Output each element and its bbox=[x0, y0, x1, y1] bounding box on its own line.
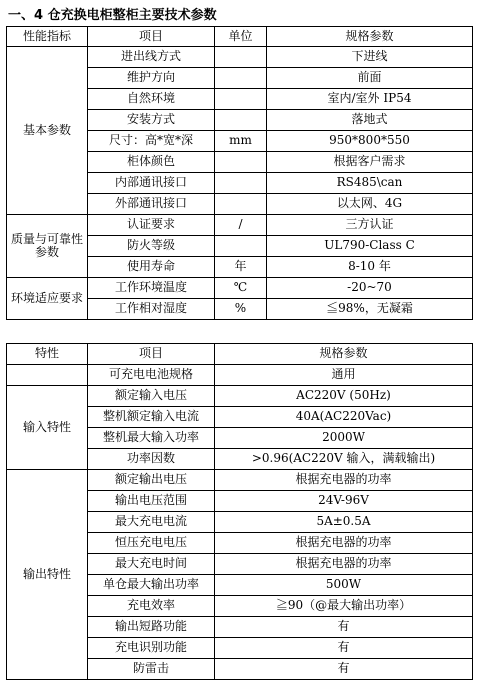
unit-cell bbox=[215, 194, 267, 215]
spec-cell: 有 bbox=[215, 617, 473, 638]
spec-cell: -20~70 bbox=[267, 278, 473, 299]
column-header: 特性 bbox=[7, 344, 88, 365]
spec-cell: ≧90（@最大输出功率） bbox=[215, 596, 473, 617]
table-row bbox=[7, 215, 473, 236]
column-header: 项目 bbox=[88, 344, 215, 365]
unit-cell bbox=[215, 47, 267, 68]
unit-cell: 年 bbox=[215, 257, 267, 278]
spec-cell: 8-10 年 bbox=[267, 257, 473, 278]
item-cell: 额定输入电压 bbox=[88, 386, 215, 407]
item-cell: 防雷击 bbox=[88, 659, 215, 680]
spec-cell: 根据客户需求 bbox=[267, 152, 473, 173]
item-cell: 输出短路功能 bbox=[88, 617, 215, 638]
item-cell: 柜体颜色 bbox=[88, 152, 215, 173]
category-cell: 环境适应要求 bbox=[7, 278, 88, 320]
unit-cell bbox=[215, 110, 267, 131]
category-cell bbox=[7, 365, 88, 386]
spec-cell: 前面 bbox=[267, 68, 473, 89]
item-cell: 自然环境 bbox=[88, 89, 215, 110]
header-row bbox=[7, 344, 473, 365]
item-cell: 可充电电池规格 bbox=[88, 365, 215, 386]
item-cell: 额定输出电压 bbox=[88, 470, 215, 491]
item-cell: 使用寿命 bbox=[88, 257, 215, 278]
spec-cell: 根据充电器的功率 bbox=[215, 533, 473, 554]
column-header: 性能指标 bbox=[7, 27, 88, 47]
column-header: 规格参数 bbox=[267, 27, 473, 47]
item-cell: 工作环境温度 bbox=[88, 278, 215, 299]
item-cell: 充电效率 bbox=[88, 596, 215, 617]
unit-cell bbox=[215, 152, 267, 173]
spec-cell: AC220V (50Hz) bbox=[215, 386, 473, 407]
spec-cell: >0.96(AC220V 输入，满载输出) bbox=[215, 449, 473, 470]
unit-cell bbox=[215, 68, 267, 89]
unit-cell: mm bbox=[215, 131, 267, 152]
item-cell: 整机最大输入功率 bbox=[88, 428, 215, 449]
spec-cell: 24V-96V bbox=[215, 491, 473, 512]
item-cell: 整机额定输入电流 bbox=[88, 407, 215, 428]
item-cell: 充电识别功能 bbox=[88, 638, 215, 659]
table-row bbox=[7, 47, 473, 68]
spec-cell: 2000W bbox=[215, 428, 473, 449]
spec-cell: 500W bbox=[215, 575, 473, 596]
table-row bbox=[7, 365, 473, 386]
table-row bbox=[7, 386, 473, 407]
item-cell: 外部通讯接口 bbox=[88, 194, 215, 215]
item-cell: 安装方式 bbox=[88, 110, 215, 131]
spec-cell: 通用 bbox=[215, 365, 473, 386]
item-cell: 功率因数 bbox=[88, 449, 215, 470]
item-cell: 尺寸：高*宽*深 bbox=[88, 131, 215, 152]
spec-cell: 三方认证 bbox=[267, 215, 473, 236]
column-header: 单位 bbox=[215, 27, 267, 47]
spec-cell: 根据充电器的功率 bbox=[215, 554, 473, 575]
spec-cell: RS485\can bbox=[267, 173, 473, 194]
item-cell: 单仓最大输出功率 bbox=[88, 575, 215, 596]
item-cell: 工作相对湿度 bbox=[88, 299, 215, 320]
spec-cell: 室内/室外 IP54 bbox=[267, 89, 473, 110]
unit-cell bbox=[215, 89, 267, 110]
category-cell: 基本参数 bbox=[7, 47, 88, 215]
unit-cell: % bbox=[215, 299, 267, 320]
spec-cell: 下进线 bbox=[267, 47, 473, 68]
spec-cell: 40A(AC220Vac) bbox=[215, 407, 473, 428]
category-cell: 输入特性 bbox=[7, 386, 88, 470]
item-cell: 防火等级 bbox=[88, 236, 215, 257]
spec-cell: ≦98%，无凝霜 bbox=[267, 299, 473, 320]
basic-parameters-table bbox=[6, 26, 473, 320]
unit-cell bbox=[215, 173, 267, 194]
spec-cell: 有 bbox=[215, 659, 473, 680]
item-cell: 进出线方式 bbox=[88, 47, 215, 68]
header-row bbox=[7, 27, 473, 47]
unit-cell: / bbox=[215, 215, 267, 236]
column-header: 项目 bbox=[88, 27, 215, 47]
electrical-characteristics-table bbox=[6, 343, 473, 680]
item-cell: 内部通讯接口 bbox=[88, 173, 215, 194]
table-row bbox=[7, 470, 473, 491]
column-header: 规格参数 bbox=[215, 344, 473, 365]
spec-cell: 根据充电器的功率 bbox=[215, 470, 473, 491]
item-cell: 输出电压范围 bbox=[88, 491, 215, 512]
unit-cell: ℃ bbox=[215, 278, 267, 299]
item-cell: 维护方向 bbox=[88, 68, 215, 89]
page-title: 一、4 仓充换电柜整柜主要技术参数 bbox=[8, 8, 217, 23]
item-cell: 最大充电时间 bbox=[88, 554, 215, 575]
table-row bbox=[7, 278, 473, 299]
item-cell: 最大充电电流 bbox=[88, 512, 215, 533]
spec-cell: 有 bbox=[215, 638, 473, 659]
spec-cell: UL790-Class C bbox=[267, 236, 473, 257]
item-cell: 恒压充电电压 bbox=[88, 533, 215, 554]
spec-cell: 950*800*550 bbox=[267, 131, 473, 152]
spec-cell: 以太网、4G bbox=[267, 194, 473, 215]
spec-cell: 落地式 bbox=[267, 110, 473, 131]
category-cell: 输出特性 bbox=[7, 470, 88, 680]
unit-cell bbox=[215, 236, 267, 257]
spec-cell: 5A±0.5A bbox=[215, 512, 473, 533]
category-cell: 质量与可靠性参数 bbox=[7, 215, 88, 278]
item-cell: 认证要求 bbox=[88, 215, 215, 236]
